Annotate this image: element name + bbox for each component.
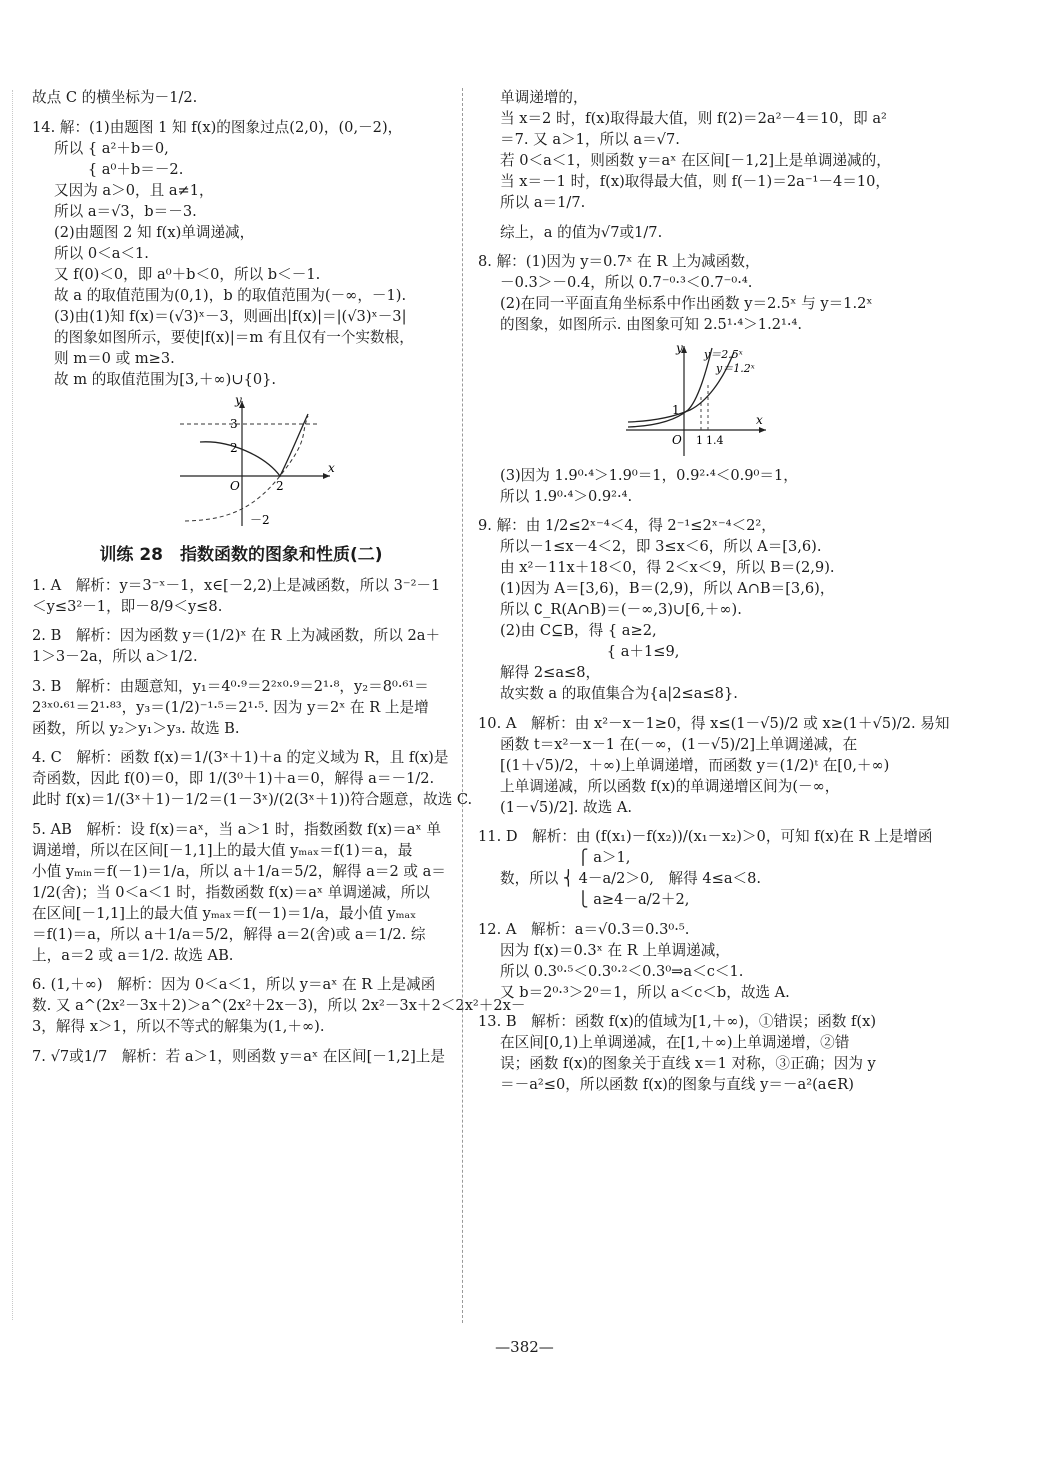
exercise-28-answers <box>32 576 526 1068</box>
graph1-tick-neg2: －2 <box>250 513 270 527</box>
text-line: 又 f(0)＜0，即 a⁰＋b＜0，所以 b＜－1. <box>54 265 321 283</box>
text-line: 2. B 解析：因为函数 y＝(1/2)ˣ 在 R 上为减函数，所以 2a＋ <box>32 627 441 644</box>
text-line: 则 m＝0 或 m≥3. <box>54 349 175 367</box>
text-line: 调递增，所以在区间[－1,1]上的最大值 yₘₐₓ＝f(1)＝a，最 <box>32 841 413 859</box>
text-line: －0.3＞－0.4，所以 0.7⁻⁰·³＜0.7⁻⁰·⁴. <box>500 274 753 291</box>
graph1-y-axis-label: y <box>235 396 242 407</box>
text-line: 所以 { a²＋b＝0, <box>54 139 169 157</box>
text-line: 故实数 a 的取值集合为{a|2≤a≤8}. <box>500 685 738 702</box>
left-column <box>32 88 526 1068</box>
solution-14-block <box>32 88 450 390</box>
text-line: 14. 解：(1)由题图 1 知 f(x)的图象过点(2,0)，(0,－2)， <box>32 118 403 136</box>
text-line: 2³ˣ⁰·⁶¹＝2¹·⁸³，y₃＝(1/2)⁻¹·⁵＝2¹·⁵. 因为 y＝2ˣ 在 R 上是增 <box>32 698 429 716</box>
text-line: (2)在同一平面直角坐标系中作出函数 y＝2.5ˣ 与 y＝1.2ˣ <box>500 295 873 312</box>
section-title: 训练 28 指数函数的图象和性质(二) <box>99 545 383 565</box>
text-line: 所以 0.3⁰·⁵＜0.3⁰·²＜0.3⁰⇒a＜c＜1. <box>500 962 744 980</box>
text-line: 所以 a＝1/7. <box>500 194 586 211</box>
text-line: 又 b＝2⁰·³＞2⁰＝1，所以 a＜c＜b，故选 A. <box>500 983 790 1001</box>
text-line: 1/2(舍)；当 0＜a＜1 时，指数函数 f(x)＝aˣ 单调递减，所以 <box>32 883 430 901</box>
graph2-tick-x14: 1.4 <box>706 433 724 447</box>
text-line: 数，所以 ⎨ 4－a/2＞0, 解得 4≤a＜8. <box>500 870 762 887</box>
text-line: 由 x²－11x＋18＜0，得 2＜x＜9，所以 B＝(2,9). <box>500 559 835 576</box>
text-line: ⎩ a≥4－a/2＋2, <box>500 891 690 908</box>
text-line: 9. 解：由 1/2≤2ˣ⁻⁴＜4，得 2⁻¹≤2ˣ⁻⁴＜2²， <box>478 517 776 534</box>
text-line: 数. 又 a^(2x²－3x＋2)＞a^(2x²＋2x－3)，所以 2x²－3x＋2＜2x²＋2x－ <box>32 997 526 1014</box>
text-line: 误；函数 f(x)的图象关于直线 x＝1 对称，③正确；因为 y <box>500 1055 876 1072</box>
text-line: 若 0＜a＜1，则函数 y＝aˣ 在区间[－1,2]上是单调递减的， <box>500 152 891 169</box>
text-line: 12. A 解析：a＝√0.3＝0.3⁰·⁵. <box>478 920 690 938</box>
right-column <box>478 88 950 1096</box>
graph2-y-axis-label: y <box>676 341 683 355</box>
text-line: 上，a＝2 或 a＝1/2. 故选 AB. <box>32 946 234 964</box>
text-line: (2)由题图 2 知 f(x)单调递减， <box>54 223 255 241</box>
text-line: 11. D 解析：由 (f(x₁)－f(x₂))/(x₁－x₂)＞0，可知 f(x)在 R 上是增函 <box>478 828 933 845</box>
text-line: 故 m 的取值范围为[3,＋∞)∪{0}. <box>54 370 277 388</box>
text-line: 在区间[0,1)上单调递减，在[1,＋∞)上单调递增，②错 <box>500 1034 850 1051</box>
text-line: 故 a 的取值范围为(0,1)，b 的取值范围为(－∞，－1). <box>54 286 407 304</box>
text-line: 当 x＝2 时，f(x)取得最大值，则 f(2)＝2a²－4＝10，即 a² <box>500 110 887 127</box>
graph1-x-axis-label: x <box>328 461 335 475</box>
graph1-x-mark: 2 <box>276 479 284 493</box>
text-line: 小值 yₘᵢₙ＝f(－1)＝1/a，所以 a＋1/a＝5/2，解得 a＝2 或 a＝ <box>32 862 446 880</box>
text-line: 1. A 解析：y＝3⁻ˣ－1，x∈[－2,2)上是减函数，所以 3⁻²－1 <box>32 576 441 594</box>
text-line: 所以 0＜a＜1. <box>54 244 149 262</box>
text-line: ＝f(1)＝a，所以 a＋1/a＝5/2，解得 a＝2(舍)或 a＝1/2. 综 <box>32 925 426 943</box>
text-line: 综上，a 的值为√7或1/7. <box>500 223 663 241</box>
text-line: 所以－1≤x－4＜2，即 3≤x＜6，所以 A＝[3,6). <box>500 538 822 555</box>
text-line: (1－√5)/2]. 故选 A. <box>500 798 633 816</box>
text-line: 所以 ∁_R(A∩B)＝(－∞,3)∪[6,＋∞). <box>500 601 742 618</box>
text-line: 3，解得 x＞1，所以不等式的解集为(1,＋∞). <box>32 1018 325 1035</box>
page-number: —382— <box>495 1338 554 1356</box>
text-line: 因为 f(x)＝0.3ˣ 在 R 上单调递减， <box>500 941 730 959</box>
text-line: 6. (1,＋∞) 解析：因为 0＜a＜1，所以 y＝aˣ 在 R 上是减函 <box>32 976 436 993</box>
text-line: 所以 1.9⁰·⁴＞0.9²·⁴. <box>500 487 633 505</box>
text-line: { a⁰＋b＝－2. <box>54 160 184 178</box>
graph1-origin: O <box>230 479 240 493</box>
text-line: ＜y≤3²－1，即－8/9＜y≤8. <box>32 597 223 615</box>
text-line: 7. √7或1/7 解析：若 a＞1，则函数 y＝aˣ 在区间[－1,2]上是 <box>32 1047 445 1065</box>
text-line: (3)因为 1.9⁰·⁴＞1.9⁰＝1，0.9²·⁴＜0.9⁰＝1， <box>500 466 798 484</box>
text-line: 所以 a＝√3，b＝－3. <box>54 202 197 220</box>
text-line: 3. B 解析：由题意知，y₁＝4⁰·⁹＝2²ˣ⁰·⁹＝2¹·⁸，y₂＝8⁰·⁶¹＝ <box>32 677 429 695</box>
text-line: 单调递增的， <box>500 89 588 106</box>
text-line: (3)由(1)知 f(x)＝(√3)ˣ－3，则画出|f(x)|＝|(√3)ˣ－3| <box>54 307 407 325</box>
text-line: 13. B 解析：函数 f(x)的值域为[1,＋∞)，①错误；函数 f(x) <box>478 1013 877 1030</box>
text-line: (1)因为 A＝[3,6)，B＝(2,9)，所以 A∩B＝[3,6)， <box>500 580 835 597</box>
text-line: 在区间[－1,1]上的最大值 yₘₐₓ＝f(－1)＝1/a，最小值 yₘₐₓ <box>32 904 417 922</box>
text-line: 函数，所以 y₂＞y₁＞y₃. 故选 B. <box>32 719 240 737</box>
text-line: ＝－a²≤0，所以函数 f(x)的图象与直线 y＝－a²(a∈R) <box>500 1076 854 1093</box>
column-divider <box>462 88 463 1323</box>
text-line: 奇函数，因此 f(0)＝0，即 1/(3⁰＋1)＋a＝0，解得 a＝－1/2. <box>32 770 435 787</box>
graph2-curve-label-12: y＝1.2ˣ <box>716 361 755 375</box>
text-line: 1＞3－2a，所以 a＞1/2. <box>32 648 198 665</box>
text-line: 的图象，如图所示. 由图象可知 2.5¹·⁴＞1.2¹·⁴. <box>500 316 802 333</box>
graph2-curve-label-25: y＝2.5ˣ <box>704 347 743 361</box>
text-line: [(1＋√5)/2，＋∞)上单调递增，而函数 y＝(1/2)ᵗ 在[0,＋∞) <box>500 756 890 774</box>
text-line: 10. A 解析：由 x²－x－1≥0，得 x≤(1－√5)/2 或 x≥(1＋√5)/2. 易知 <box>478 714 950 732</box>
text-line: 上单调递减，所以函数 f(x)的单调递增区间为(－∞， <box>500 777 840 795</box>
text-line: ＝7. 又 a＞1，所以 a＝√7. <box>500 131 680 148</box>
graph-abs-exp <box>180 396 340 531</box>
text-line: 函数 t＝x²－x－1 在(－∞，(1－√5)/2]上单调递减，在 <box>500 735 858 753</box>
text-line: 8. 解：(1)因为 y＝0.7ˣ 在 R 上为减函数， <box>478 253 760 270</box>
graph2-origin: O <box>672 432 682 447</box>
graph-exp-compare <box>626 342 776 460</box>
text-line: 的图象如图所示，要使|f(x)|＝m 有且仅有一个实数根， <box>54 328 414 346</box>
text-line: ⎧ a＞1, <box>500 849 631 866</box>
text-line: 5. AB 解析：设 f(x)＝aˣ，当 a＞1 时，指数函数 f(x)＝aˣ 单 <box>32 820 441 838</box>
graph2-x-axis-label: x <box>756 412 763 427</box>
text-line: 故点 C 的横坐标为－1/2. <box>32 89 198 106</box>
text-line: 又因为 a＞0，且 a≠1， <box>54 181 214 199</box>
text-line: { a＋1≤9, <box>500 643 680 660</box>
right-column-text-top <box>478 88 906 336</box>
graph2-tick-x1: 1 <box>696 433 703 447</box>
graph1-tick-2: 2 <box>230 441 238 455</box>
page-edge <box>12 90 13 1320</box>
text-line: (2)由 C⊆B，得 { a≥2, <box>500 622 657 639</box>
graph1-tick-3: 3 <box>230 417 238 431</box>
graph2-tick-y1: 1 <box>672 402 680 417</box>
right-column-text-bottom <box>478 466 950 1096</box>
text-line: 此时 f(x)＝1/(3ˣ＋1)－1/2＝(1－3ˣ)/(2(3ˣ＋1))符合题意，故选 C. <box>32 791 473 808</box>
text-line: 4. C 解析：函数 f(x)＝1/(3ˣ＋1)＋a 的定义域为 R，且 f(x)是 <box>32 749 449 766</box>
text-line: 当 x＝－1 时，f(x)取得最大值，则 f(－1)＝2a⁻¹－4＝10， <box>500 173 891 190</box>
text-line: 解得 2≤a≤8， <box>500 664 601 681</box>
